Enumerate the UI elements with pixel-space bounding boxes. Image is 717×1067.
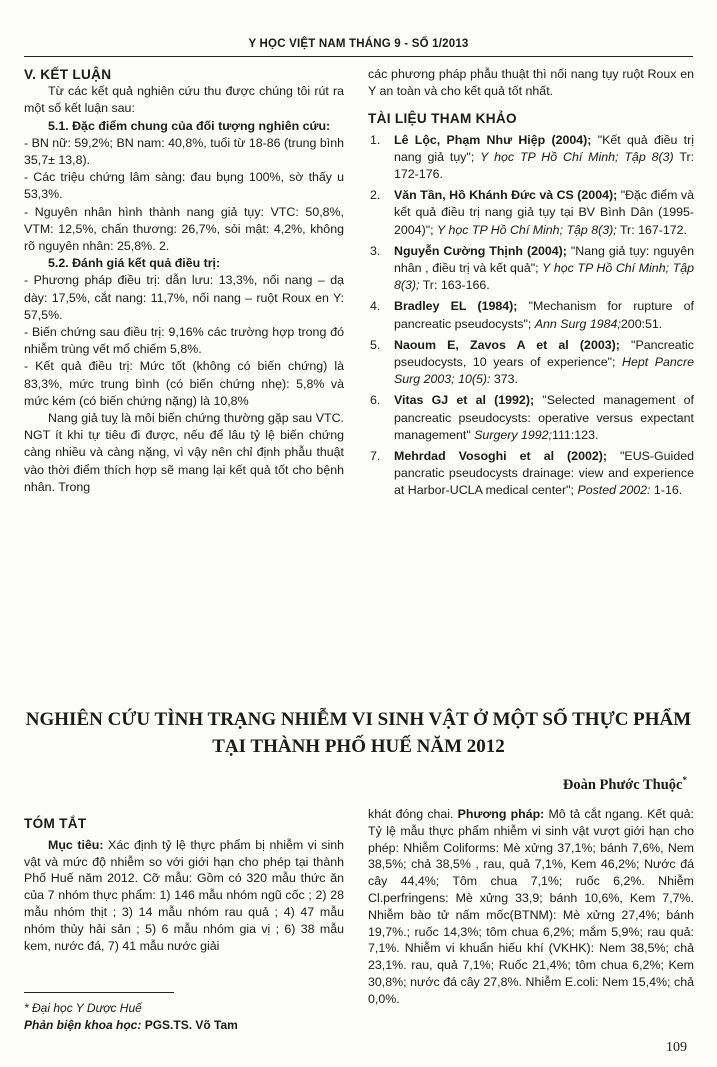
abstract-method-lead: Phương pháp: <box>457 807 545 821</box>
reference-journal: Posted 2002: <box>577 483 651 498</box>
abstract-right-body: Mô tả cắt ngang. Kết quả: Tỷ lệ mẫu thực phẩm nhiễm vi sinh vật vượt giới hạn cho phép: Nhiễm Coliforms: Mè xửng 37,1%; bánh 7,6%, Nem 38,5%; chả 38,5% , rau, quả 7,1%, Kem 46,2%; Nước đá cây 44,4%; Tôm chua 7,1%; ruốc 6,2%. Nhiễm Cl.perfringens: Mè xửng 33,9; bánh 10,6%, Kem 7,7%. Nhiễm bào tử nấm mốc(BTNM): Mè xửng 27,4%; bánh 19,7%.; ruốc 14,3%; tôm chua 6,2%; mắm 5,9%; rau quả: 7,1%. Nhiễm vi khuẩn hiếu khí (VKHK): Nem 38,5%; chả 23,1%. rau, quả 7,1%; Ruốc 21,4%; tôm chua 6,2%; Kem 30,8%; nước đá cây 27,8%. Nhiễm E.coli: Nem 15,4%; chả 0,0%. <box>368 807 694 1006</box>
reference-item <box>368 132 694 184</box>
reference-title: "Kết quả điều trị nang giả tụy"; <box>394 132 695 164</box>
footnote <box>24 1000 354 1034</box>
reference-item <box>368 298 694 332</box>
reference-item <box>368 187 694 239</box>
abstract-right-column <box>368 806 694 1008</box>
reference-number: 3. <box>370 243 381 258</box>
reference-authors: Vitas GJ et al (1992); <box>394 393 535 408</box>
reference-authors: Lê Lộc, Phạm Như Hiệp (2004); <box>394 132 592 147</box>
article-title-line: NGHIÊN CỨU TÌNH TRẠNG NHIỄM VI SINH VẬT Ở MỘT SỐ THỰC PHẨM <box>25 709 692 730</box>
footnote-rule <box>24 992 174 993</box>
conclusion-closing: Nang giả tuỵ là môi biến chứng thường gặp sau VTC. NGT ít khi tự tiêu đi được, nếu để lâu tỷ lệ biến chứng càng nhiều và càng nặng, vì vậy nên chỉ định phẫu thuật vào thời điểm thích hợp sẽ mang lại kết quả tốt cho bệnh nhân. Trong <box>24 411 344 494</box>
abstract-left-column <box>24 816 344 954</box>
abstract-heading: TÓM TẮT <box>24 816 87 831</box>
reference-item <box>368 243 694 295</box>
conclusion-intro: Từ các kết quả nghiên cứu thu được chúng tôi rút ra một số kết luận sau: <box>24 84 344 116</box>
reference-authors: Naoum E, Zavos A et al (2003); <box>394 337 620 352</box>
references-column <box>368 66 694 504</box>
section-5-1-title: 5.1. Đặc điểm chung của đối tượng nghiên cứu: <box>48 118 331 133</box>
reference-authors: Bradley EL (1984); <box>394 299 518 314</box>
reference-journal: Surgery 1992; <box>474 427 553 442</box>
abstract-right-text <box>368 806 694 1008</box>
reference-journal: Y học TP Hồ Chí Minh; Tập 8(3) <box>480 149 674 164</box>
reference-authors: Mehrdad Vosoghi et al (2002); <box>394 449 607 464</box>
reference-pages: Tr: 167-172. <box>616 222 687 237</box>
reference-item <box>368 337 694 389</box>
reference-journal: Hept Pancre Surg 2003; 10(5): <box>394 355 695 387</box>
section-5-2-item: - Kết quả điều trị: Mức tốt (không có biến chứng) là 83,3%, mức trung bình (có biến chứng nhẹ): 5,8% và mức kém (có biến chứng nặng) là 10,8% <box>24 359 344 408</box>
article-title <box>24 706 693 760</box>
reference-number: 2. <box>370 188 381 203</box>
reference-title: "Pancreatic pseudocysts, 10 years of experience"; <box>394 337 694 370</box>
article-title-line: TẠI THÀNH PHỐ HUẾ NĂM 2012 <box>212 736 505 757</box>
reference-number: 1. <box>370 132 381 147</box>
reference-pages: Tr: 172-176. <box>394 149 695 182</box>
conclusion-column <box>24 66 344 496</box>
page-number: 109 <box>666 1040 687 1055</box>
reference-pages: 1-16. <box>650 483 683 498</box>
reference-authors: Nguyễn Cường Thịnh (2004); <box>394 243 567 258</box>
reference-number: 6. <box>370 393 381 408</box>
reviewer-name: PGS.TS. Võ Tam <box>141 1018 238 1032</box>
reference-journal: Y học TP Hồ Chí Minh; Tập 8(3); <box>436 222 617 237</box>
reference-pages: 373. <box>490 372 518 387</box>
running-head: Y HỌC VIỆT NAM THÁNG 9 - SỐ 1/2013 <box>248 38 469 50</box>
reference-number: 5. <box>370 337 381 352</box>
section-5-2-title: 5.2. Đánh giá kết quả điều trị: <box>48 256 221 271</box>
reference-title: "Nang giả tụy: nguyên nhân , điều trị và kết quả"; <box>394 243 694 276</box>
reference-title: "EUS-Guided pancratic pseudocysts drainage: view and experience at Harbor-UCLA medical center"; <box>394 449 694 498</box>
section-5-1-item: - BN nữ: 59,2%; BN nam: 40,8%, tuổi từ 18-86 (trung bình 35,7± 13,8). <box>24 135 344 168</box>
reference-number: 4. <box>370 299 381 314</box>
reference-item <box>368 448 694 500</box>
footnote-reviewer <box>24 1017 354 1034</box>
reference-title: "Selected management of pancreatic pseudocysts: operative versus expectant management" <box>394 393 694 442</box>
reference-title: "Đặc điểm và kết quả điều trị nang giả tụy tại BV Bình Dân (1995-2004)"; <box>394 188 694 237</box>
abstract-left-text <box>24 837 344 955</box>
abstract-lead: Mục tiêu: <box>48 837 104 852</box>
section-5-2-item: - Biến chứng sau điều trị: 9,16% các trường hợp trong đó nhiễm trùng vết mổ chiếm 5,8%. <box>24 325 344 357</box>
reference-journal: Ann Surg 1984; <box>534 316 621 331</box>
section-5-2-item: - Phương pháp điều trị: dẫn lưu: 13,3%, nối nang – dạ dày: 17,5%, cắt nang: 11,7%, nối nang – ruột Roux en Y: 57,5%. <box>24 273 344 322</box>
footnote-affiliation: * Đại học Y Dược Huế <box>24 1001 142 1015</box>
reference-journal: Y học TP Hồ Chí Minh; Tập 8(3); <box>394 261 694 293</box>
reference-title: "Mechanism for rupture of pancreatic pseudocysts"; <box>394 299 694 331</box>
reference-list <box>368 132 694 500</box>
abstract-left-body: Xác định tỷ lệ thực phẩm bị nhiễm vi sinh vật và mức độ nhiễm so với giới hạn cho phép tại thành Phố Huế năm 2012. Cỡ mẫu: Gồm có 320 mẫu thức ăn của 7 nhóm thực phẩm: 1) 146 mẫu nhóm ngũ cốc ; 2) 28 mẫu nhóm thịt ; 3) 14 mẫu nhóm rau quả ; 4) 47 mẫu nhóm thủy hải sản ; 5) 6 mẫu nhóm gia vị ; 6) 38 mẫu kem, nước đá, 7) 41 mẫu nước giải <box>24 837 344 953</box>
conclusion-heading: V. KẾT LUẬN <box>24 67 112 82</box>
conclusion-continuation: các phương pháp phẫu thuật thì nối nang tụy ruột Roux en Y an toàn và cho kết quả tốt nhất. <box>368 67 694 99</box>
reviewer-label: Phản biện khoa học: <box>24 1018 142 1032</box>
reference-pages: 200:51. <box>620 316 663 331</box>
reference-pages: 111:123. <box>552 427 599 442</box>
abstract-right-pre: khát đóng chai. <box>368 807 458 821</box>
reference-pages: Tr: 163-166. <box>419 278 490 293</box>
references-heading: TÀI LIỆU THAM KHẢO <box>368 111 517 127</box>
author-name-text: Đoàn Phước Thuộc <box>562 776 683 793</box>
reference-authors: Văn Tần, Hồ Khánh Đức và CS (2004); <box>394 188 618 203</box>
reference-number: 7. <box>370 449 381 464</box>
author-name <box>563 775 687 794</box>
reference-item <box>368 392 694 444</box>
header-rule <box>24 56 693 57</box>
section-5-1-item: - Các triệu chứng lâm sàng: đau bụng 100%, sờ thấy u 53,3%. <box>24 170 344 202</box>
section-5-1-item: - Nguyên nhân hình thành nang giả tụy: VTC: 50,8%, VTM: 12,5%, chấn thương: 26,7%, sỏi mật: 4,2%, không rõ nguyên nhân: 25,8%. 2. <box>24 204 344 254</box>
author-affiliation-mark: * <box>682 775 687 785</box>
